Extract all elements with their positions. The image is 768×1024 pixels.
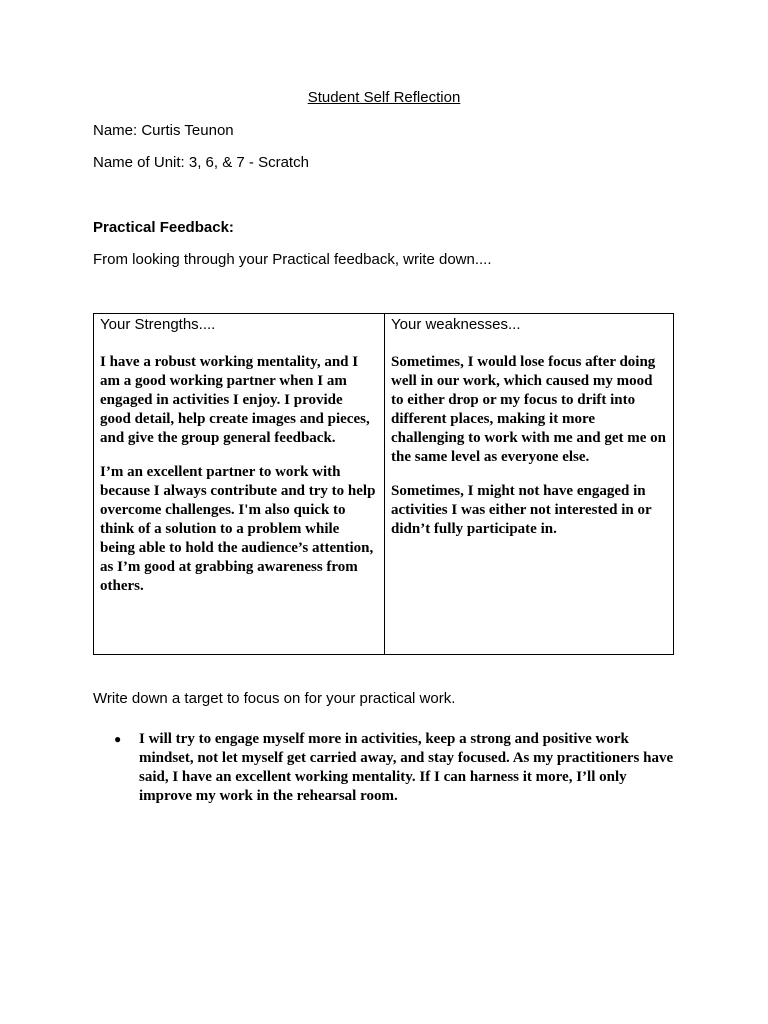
- target-bullet: [114, 730, 674, 806]
- unit-name: Name of Unit: 3, 6, & 7 - Scratch: [93, 154, 309, 171]
- strengths-column: [94, 314, 385, 654]
- weakness-paragraph: Sometimes, I would lose focus after doing well in our work, which caused my mood to either drop or my focus to drift into different places, making it more challenging to work with me and get me on the same level as everyone else.: [391, 354, 666, 465]
- feedback-table: [93, 313, 674, 655]
- instruction-text: From looking through your Practical feedback, write down....: [93, 251, 492, 268]
- weaknesses-column: [385, 314, 673, 654]
- strength-paragraph: I’m an excellent partner to work with because I always contribute and try to help overcome challenges. I'm also quick to think of a solution to a problem while being able to hold the audience’s attention, as I’m good at grabbing awareness from others.: [100, 464, 376, 594]
- student-name: Name: Curtis Teunon: [93, 122, 234, 139]
- strengths-header: Your Strengths....: [100, 316, 216, 333]
- bullet-icon: ●: [114, 732, 122, 746]
- weakness-paragraph: Sometimes, I might not have engaged in activities I was either not interested in or didn’t fully participate in.: [391, 483, 652, 537]
- weaknesses-header: Your weaknesses...: [391, 316, 521, 333]
- section-heading: Practical Feedback:: [93, 219, 234, 236]
- target-text: I will try to engage myself more in activities, keep a strong and positive work mindset, not let myself get carried away, and stay focused. As my practitioners have said, I have an excellent working mentality. If I can harness it more, I’ll only improve my work in the rehearsal room.: [139, 731, 674, 804]
- strength-paragraph: I have a robust working mentality, and I am a good working partner when I am engaged in activities I enjoy. I provide good detail, help create images and pieces, and give the group general feedback.: [100, 354, 370, 446]
- target-prompt: Write down a target to focus on for your practical work.: [93, 690, 456, 707]
- page-title: Student Self Reflection: [307, 89, 461, 106]
